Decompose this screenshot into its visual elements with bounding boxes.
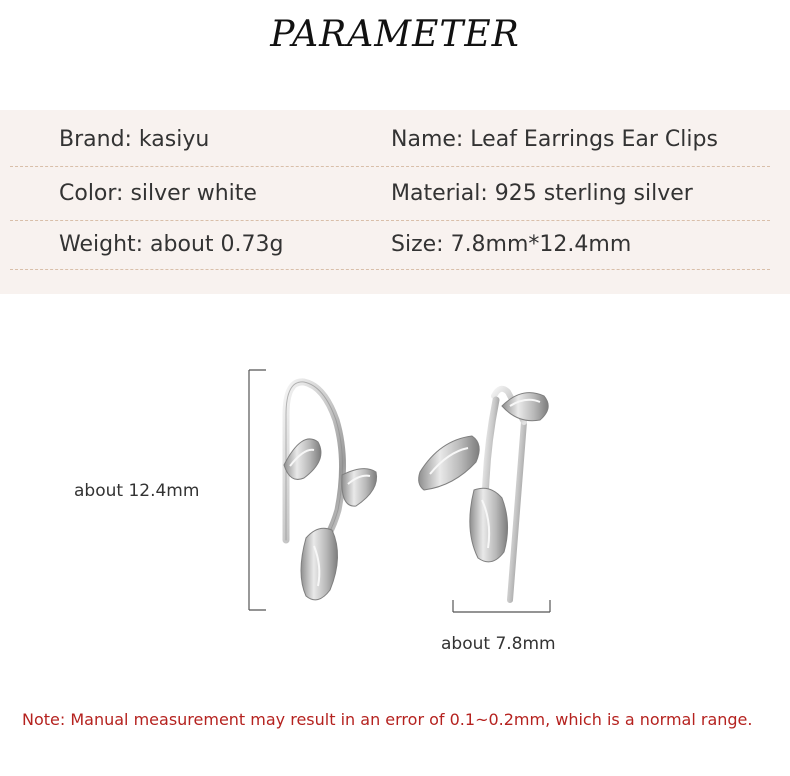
measurement-note: Note: Manual measurement may result in an error of 0.1~0.2mm, which is a normal range. bbox=[22, 710, 753, 729]
parameter-material: Material: 925 sterling silver bbox=[391, 181, 693, 206]
width-bracket bbox=[453, 600, 550, 612]
parameter-row bbox=[10, 167, 770, 221]
right-earring bbox=[419, 389, 548, 600]
earring-dimension-figure bbox=[240, 360, 570, 620]
parameter-table bbox=[0, 110, 790, 294]
parameter-brand: Brand: kasiyu bbox=[59, 127, 210, 152]
height-bracket bbox=[249, 370, 266, 610]
parameter-weight: Weight: about 0.73g bbox=[59, 232, 284, 257]
page-title: PARAMETER bbox=[270, 14, 520, 55]
parameter-name: Name: Leaf Earrings Ear Clips bbox=[391, 127, 718, 152]
parameter-row bbox=[10, 218, 770, 270]
parameter-color: Color: silver white bbox=[59, 181, 257, 206]
width-dimension-label: about 7.8mm bbox=[441, 634, 556, 654]
parameter-row bbox=[10, 113, 770, 167]
height-dimension-label: about 12.4mm bbox=[74, 481, 200, 501]
left-earring bbox=[284, 382, 377, 600]
parameter-size: Size: 7.8mm*12.4mm bbox=[391, 232, 632, 257]
